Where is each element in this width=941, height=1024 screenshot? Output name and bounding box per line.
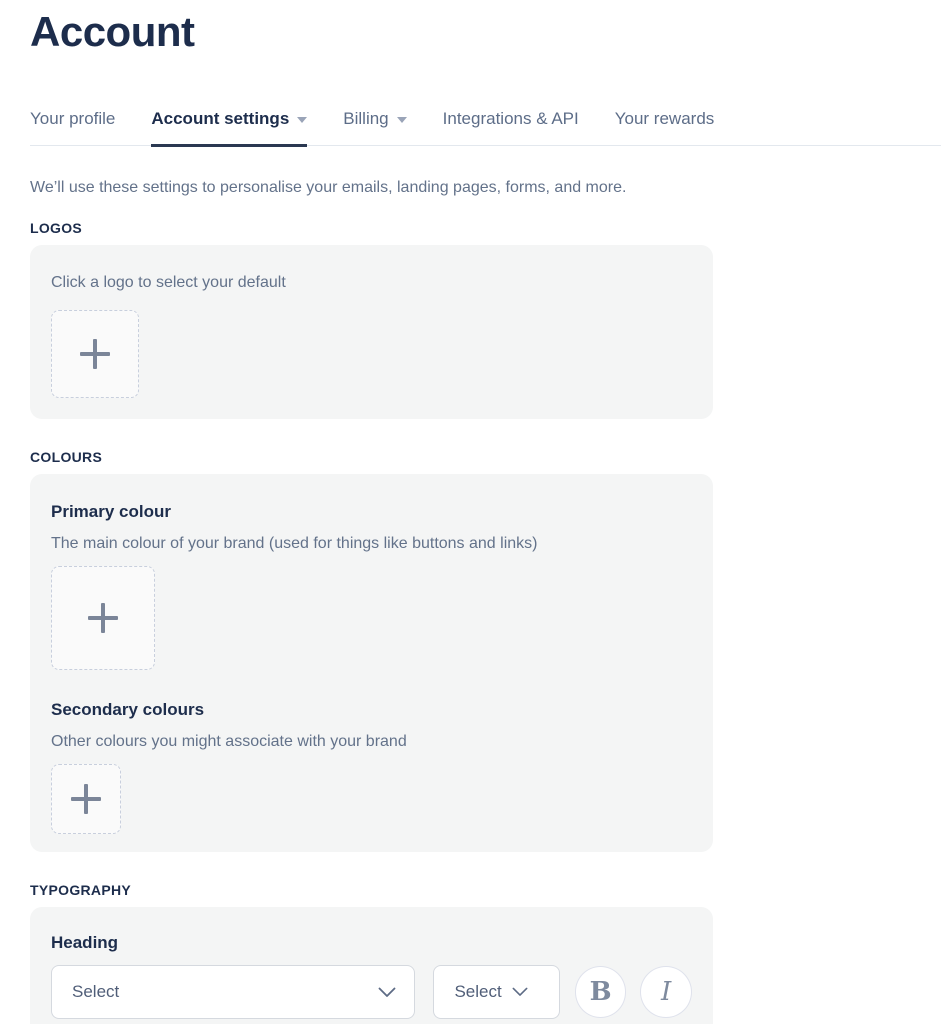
secondary-colours-title: Secondary colours	[51, 700, 205, 719]
tab-label: Integrations & API	[442, 109, 579, 128]
chevron-down-icon	[297, 117, 307, 123]
heading-label: Heading	[51, 933, 119, 952]
heading-bold-button[interactable]	[575, 966, 627, 1018]
typography-section-label: TYPOGRAPHY	[30, 882, 132, 898]
colours-section-label: COLOURS	[30, 449, 103, 465]
tab-your-rewards[interactable]	[615, 108, 715, 145]
plus-icon	[88, 603, 118, 633]
plus-icon	[80, 339, 110, 369]
page-title: Account	[30, 8, 195, 55]
colours-card	[30, 474, 713, 852]
heading-style-select[interactable]	[433, 965, 559, 1019]
heading-font-select[interactable]	[51, 965, 415, 1019]
tab-label: Your rewards	[614, 109, 715, 128]
primary-colour-description: The main colour of your brand (used for things like buttons and links)	[51, 535, 538, 552]
italic-icon: I	[661, 977, 672, 1007]
logos-section-label: LOGOS	[30, 220, 83, 236]
account-tabs	[30, 108, 941, 146]
tab-label: Your profile	[30, 109, 116, 128]
tab-label: Account settings	[151, 109, 290, 128]
chevron-down-icon	[378, 987, 396, 998]
heading-controls-row	[51, 965, 692, 1019]
logos-hint: Click a logo to select your default	[51, 274, 286, 291]
account-settings-page	[0, 8, 941, 1024]
logos-card	[30, 245, 713, 419]
bold-icon: B	[589, 977, 612, 1007]
typography-card	[30, 907, 713, 1024]
add-primary-colour-button[interactable]	[51, 566, 155, 670]
add-secondary-colour-button[interactable]	[51, 764, 121, 834]
chevron-down-icon	[512, 987, 528, 997]
tab-label: Billing	[343, 109, 389, 128]
heading-italic-button[interactable]	[640, 966, 692, 1018]
secondary-colours-description: Other colours you might associate with your brand	[51, 733, 407, 750]
tab-account-settings[interactable]	[151, 108, 307, 145]
add-logo-button[interactable]	[51, 310, 139, 398]
tab-integrations-api[interactable]	[443, 108, 579, 145]
tab-your-profile[interactable]	[30, 108, 115, 145]
heading-font-select-value: Select	[72, 982, 120, 1001]
tab-billing[interactable]	[343, 108, 406, 145]
plus-icon	[71, 784, 101, 814]
primary-colour-title: Primary colour	[51, 502, 171, 521]
heading-style-select-value: Select	[454, 982, 502, 1001]
settings-intro-text: We’ll use these settings to personalise your emails, landing pages, forms, and more.	[30, 179, 627, 196]
chevron-down-icon	[397, 117, 407, 123]
